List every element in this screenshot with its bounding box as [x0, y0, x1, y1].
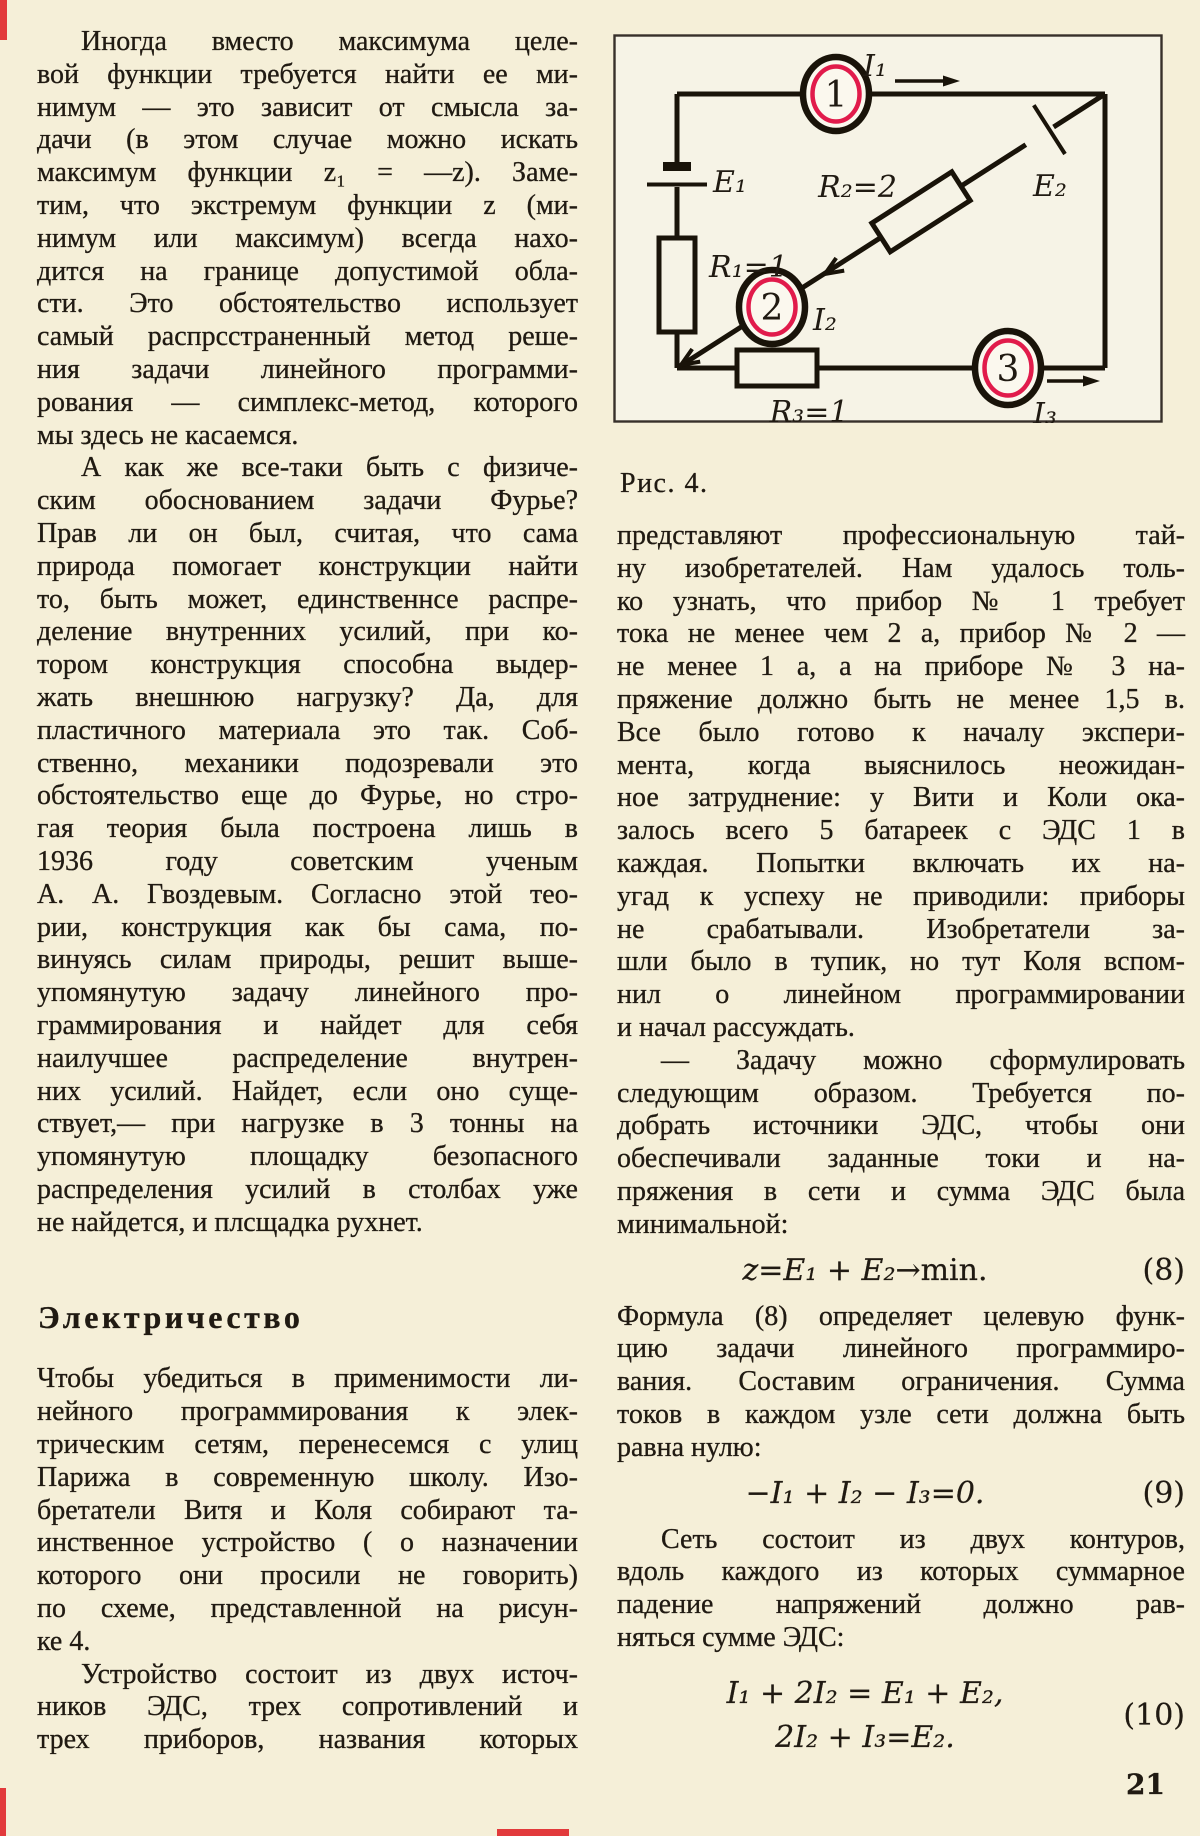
text-line: вдоль каждого из которых суммарное: [617, 1556, 1185, 1588]
text-line: тором конструкция способна выдер-: [37, 649, 578, 681]
text-line: рии, конструкция как бы сама, по-: [37, 911, 578, 943]
text-line: по схеме, представленной на рисун-: [37, 1593, 578, 1625]
text-line: вания. Составим ограничения. Сумма: [617, 1366, 1185, 1398]
text-line: упомянутую задачу линейного про-: [37, 977, 578, 1009]
label-i3: I₃: [1033, 397, 1057, 423]
equation-line: 2I₂ + I₃=E₂.: [775, 1719, 955, 1755]
equation-body: [617, 1474, 1113, 1514]
text-line: тока не менее чем 2 а, прибор № 2 —: [617, 618, 1185, 650]
text-line: угад к успеху не приводили: приборы: [617, 880, 1185, 912]
text-line: Все было готово к началу экспери-: [617, 716, 1185, 748]
device-1: [803, 57, 869, 131]
text-line: ния задачи линейного программи-: [37, 353, 578, 385]
text-line: равна нулю:: [617, 1431, 762, 1463]
paragraph: [617, 520, 1185, 1045]
text-line: Сеть состоит из двух контуров,: [661, 1523, 1185, 1555]
text-line: Иногда вместо максимума целе-: [81, 26, 578, 57]
text-line: падение напряжений должно рав-: [617, 1589, 1185, 1621]
text-line: дачи (в этом случае можно искать: [37, 124, 578, 156]
text-line: упомянутую площадку безопасного: [37, 1141, 578, 1173]
device-2-number: 2: [760, 288, 784, 329]
equation-body: [617, 1672, 1113, 1760]
text-line: Устройство состоит из двух источ-: [81, 1658, 578, 1690]
equation-line: I₁ + 2I₂ = E₁ + E₂,: [726, 1675, 1004, 1711]
text-line: Парижа в современную школу. Изо-: [37, 1461, 578, 1493]
equation: [617, 1251, 1185, 1291]
text-line: обеспечивали заданные токи и на-: [617, 1143, 1185, 1175]
left-column: [37, 26, 578, 1757]
text-line: 1936 году советским ученым: [37, 845, 578, 877]
text-line: деление внутренних усилий, при ко-: [37, 616, 578, 648]
scan-artifact-bottom-left: [0, 1788, 6, 1836]
paragraph: [617, 1045, 1185, 1242]
label-e1: E₁: [713, 165, 747, 200]
text-line: представляют профессиональную тай-: [617, 520, 1185, 551]
text-line: каждая. Попытки включать их на-: [617, 847, 1185, 879]
left-column-text: [37, 26, 578, 1757]
label-i2: I₂: [813, 303, 837, 338]
text-line: пряжение должно быть не менее 1,5 в.: [617, 683, 1185, 715]
text-line: ке 4.: [37, 1625, 91, 1657]
paragraph: [37, 26, 578, 452]
right-column-text: [617, 520, 1185, 1760]
text-line: которого они просили не говорить): [37, 1560, 578, 1592]
text-line: граммирования и найдет для себя: [37, 1009, 578, 1041]
text-line: ским обоснованием задачи Фурье?: [37, 485, 578, 517]
text-line: ко узнать, что прибор № 1 требует: [617, 585, 1185, 617]
label-r1: R₁=1: [709, 250, 788, 285]
text-line: А как же все-таки быть с физиче-: [81, 452, 578, 484]
text-line: следующим образом. Требуется по-: [617, 1077, 1185, 1109]
page-number: 21: [1126, 1768, 1165, 1801]
device-3: [975, 331, 1041, 405]
text-line: гая теория была построена лишь в: [37, 813, 578, 845]
text-line: ников ЭДС, трех сопротивлений и: [37, 1691, 578, 1723]
text-line: трическим сетям, перенесемся с улиц: [37, 1429, 578, 1461]
label-i1: I₁: [863, 49, 887, 84]
text-line: то, быть может, единственнсе распре-: [37, 583, 578, 615]
text-line: залось всего 5 батареек с ЭДС 1 в: [617, 815, 1185, 847]
text-line: токов в каждом узле сети должна быть: [617, 1398, 1185, 1430]
resistor-r1: [659, 238, 695, 332]
text-line: нил о линейном программировании: [617, 979, 1185, 1011]
text-line: них усилий. Найдет, если оно суще-: [37, 1075, 578, 1107]
device-3-number: 3: [996, 349, 1020, 390]
text-line: самый распрсстраненный метод реше-: [37, 321, 578, 353]
text-line: мы здесь не касаемся.: [37, 419, 299, 451]
paragraph: [37, 1659, 578, 1757]
text-line: максимум функции z₁ = —z). Заме-: [37, 157, 578, 189]
text-line: Прав ли он был, считая, что сама: [37, 517, 578, 549]
text-line: не срабатывали. Изобретатели за-: [617, 913, 1185, 945]
text-line: — Задачу можно сформулировать: [661, 1044, 1185, 1076]
text-line: тим, что экстремум функции z (ми-: [37, 189, 578, 221]
paragraph: [617, 1524, 1185, 1655]
text-line: сти. Это обстоятельство использует: [37, 288, 578, 320]
text-line: природа помогает конструкции найти: [37, 550, 578, 582]
text-line: инственное устройство ( о назначении: [37, 1527, 578, 1559]
label-e2: E₂: [1033, 169, 1067, 204]
text-line: не менее 1 а, а на приборе № 3 на-: [617, 651, 1185, 683]
scan-artifact-top-left: [0, 0, 7, 40]
text-line: и начал рассуждать.: [617, 1011, 855, 1043]
figure-caption: Рис. 4.: [620, 468, 709, 499]
text-line: трех приборов, названия которых: [37, 1724, 578, 1756]
paragraph: [617, 1301, 1185, 1465]
resistor-r3: [737, 350, 817, 386]
text-line: ственно, механики подозревали это: [37, 747, 578, 779]
text-line: минимальной:: [617, 1208, 789, 1240]
text-line: шли было в тупик, но тут Коля вспом-: [617, 946, 1185, 978]
text-line: цию задачи линейного программиро-: [617, 1333, 1185, 1365]
text-line: Чтобы убедиться в применимости ли-: [37, 1363, 578, 1395]
text-line: А. А. Гвоздевым. Согласно этой тео-: [37, 878, 578, 910]
text-line: обстоятельство еще до Фурье, но стро-: [37, 780, 578, 812]
equation-expression: −I₁ + I₂ − I₃=0.: [745, 1475, 985, 1511]
equation-number: (9): [1142, 1475, 1185, 1511]
equation-number: (8): [1142, 1252, 1185, 1288]
right-column: [617, 0, 1185, 1770]
section-heading: Электричество: [38, 1299, 304, 1336]
text-line: ну изобретателей. Нам удалось толь-: [617, 552, 1185, 584]
text-line: рования — симплекс-метод, которого: [37, 386, 578, 418]
equation-body: [617, 1251, 1113, 1291]
text-line: распределения усилий в столбах уже: [37, 1173, 578, 1205]
text-line: добрать источники ЭДС, чтобы они: [617, 1110, 1185, 1142]
device-1-number: 1: [824, 75, 848, 116]
label-r2: R₂=2: [818, 170, 897, 205]
equation-number: (10): [1123, 1697, 1185, 1733]
text-line: дится на границе допустимой обла-: [37, 255, 578, 287]
battery-e1-plate-short: [663, 162, 691, 171]
text-line: нейного программирования к элек-: [37, 1396, 578, 1428]
text-line: нимум или максимум) всегда нахо-: [37, 222, 578, 254]
text-line: бретатели Витя и Коля собирают та-: [37, 1494, 578, 1526]
text-line: пряжения в сети и сумма ЭДС была: [617, 1175, 1185, 1207]
text-line: няться сумме ЭДС:: [617, 1621, 845, 1653]
text-line: пластичного материала это так. Соб-: [37, 714, 578, 746]
text-line: винуясь силам природы, решит выше-: [37, 944, 578, 976]
equation: [617, 1672, 1185, 1760]
scan-artifact-bottom-center: [497, 1829, 569, 1836]
circuit-figure: [613, 34, 1163, 423]
paragraph: [37, 1363, 578, 1658]
text-line: жать внешнюю нагрузку? Да, для: [37, 681, 578, 713]
text-line: не найдется, и плсщадка рухнет.: [37, 1206, 423, 1238]
text-line: мента, когда выяснилось неожидан-: [617, 749, 1185, 781]
text-line: нимум — это зависит от смысла за-: [37, 91, 578, 123]
paragraph: [37, 452, 578, 1239]
text-line: наилучшее распределение внутрен-: [37, 1042, 578, 1074]
equation-tail: min.: [920, 1252, 988, 1288]
text-line: вой функции требуется найти ее ми-: [37, 58, 578, 90]
label-r3: R₃=1: [769, 395, 849, 423]
equation-expression: z=E₁ + E₂→: [742, 1252, 921, 1288]
text-line: ное затруднение: у Вити и Коли ока-: [617, 782, 1185, 814]
text-line: Формула (8) определяет целевую функ-: [617, 1300, 1185, 1332]
text-line: ствует,— при нагрузке в 3 тонны на: [37, 1108, 578, 1140]
equation: [617, 1474, 1185, 1514]
